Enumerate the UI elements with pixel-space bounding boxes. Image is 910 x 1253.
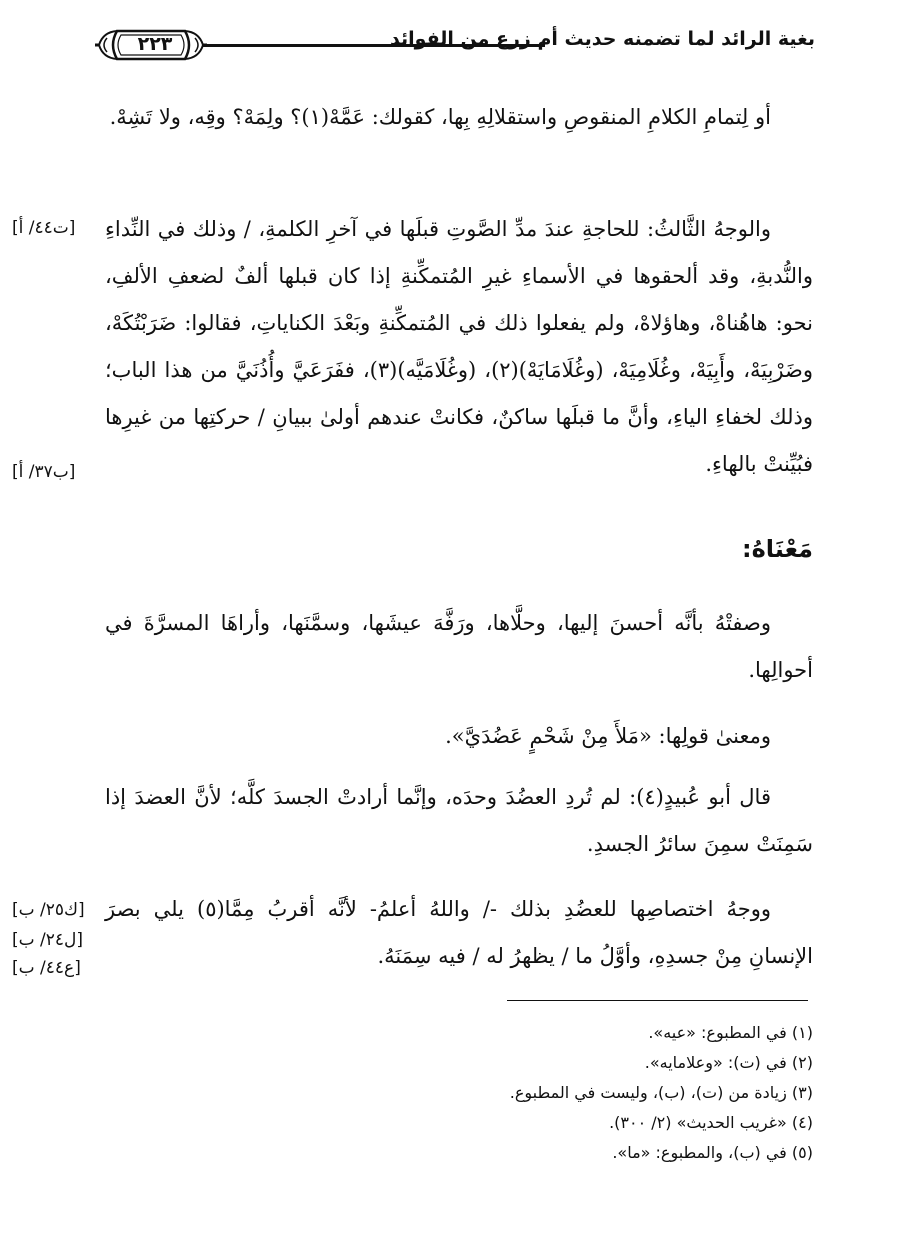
margin-note: [ع٤٤/ ب] bbox=[12, 958, 81, 978]
paragraph-6: ووجهُ اختصاصِها للعضُدِ بذلك -/ واللهُ أعلمُ- لأنَّه أقربُ مِمَّا(٥) يلي بصرَ الإنسانِ مِنْ جسدِهِ، وأوَّلُ ما / يظهرُ له / فيه سِمَنَهُ. bbox=[105, 897, 813, 968]
paragraph-2: والوجهُ الثَّالثُ: للحاجةِ عندَ مدِّ الصَّوتِ قبلَها في آخرِ الكلمةِ، / وذلك في النِّداءِ والنُّدبةِ، وقد ألحقوها في الأسماءِ غيرِ المُتمكِّنةِ إذا كان قبلها ألفٌ لضعفِ الألفِ، نحو: هاهُناهْ، وهاؤلاهْ، ولم يفعلوا ذلك في المُتمكِّنةِ وبَعْدَ الكناياتِ، فقالوا: ضَرَبْتُكَهْ، وضَرْبِيَهْ، وأَبِيَهْ، وغُلَامِيَهْ، (وغُلَامَايَهْ)(٢)، (وغُلَامَيَّه)(٣)، ففَرَعَيَّ وأُذُنَيَّ من هذا الباب؛ وذلك لخفاءِ الياءِ، وأنَّ ما قبلَها ساكنٌ، فكانتْ عندهم أولىٰ ببيانِ / حركتِها من غيرِها فبُيِّنتْ بالهاءِ. bbox=[105, 217, 813, 476]
margin-note: [ت٤٤/ أ] bbox=[12, 218, 76, 238]
running-title: بغية الرائد لما تضمنه حديث أم زرع من الفوائد bbox=[390, 28, 815, 50]
margin-note: [ل٢٤/ ب] bbox=[12, 930, 84, 950]
paragraph-1: أو لِتمامِ الكلامِ المنقوصِ واستقلالِهِ بِها، كقولك: عَمَّهْ(١)؟ ولِمَهْ؟ وقِه، ولا تَشِهْ. bbox=[109, 105, 771, 129]
header-rule bbox=[203, 44, 545, 47]
paragraph-5: قال أبو عُبيدٍ(٤): لم تُردِ العضُدَ وحدَه، وإنَّما أرادتْ الجسدَ كلَّه؛ لأنَّ العضدَ إذا سَمِنَتْ سمِنَ سائرُ الجسدِ. bbox=[105, 785, 813, 856]
footnote: (٤) «غريب الحديث» (٢/ ٣٠٠). bbox=[609, 1113, 813, 1132]
page-number: ٢٢٣ bbox=[137, 33, 173, 55]
paragraph-4: ومعنىٰ قولِها: «مَلأَ مِنْ شَحْمٍ عَضُدَيَّ». bbox=[445, 724, 771, 748]
section-heading: مَعْنَاهُ: bbox=[742, 535, 813, 563]
margin-note: [ك٢٥/ ب] bbox=[12, 900, 85, 920]
footnote: (٥) في (ب)، والمطبوع: «ما». bbox=[612, 1143, 813, 1162]
footnote: (١) في المطبوع: «عيه». bbox=[648, 1023, 813, 1042]
page-header bbox=[95, 24, 815, 74]
footnote: (٢) في (ت): «وعلامايه». bbox=[644, 1053, 813, 1072]
footnotes bbox=[510, 1018, 813, 1168]
margin-note: [ب٣٧/ أ] bbox=[12, 462, 76, 482]
footnote-separator bbox=[507, 1000, 808, 1001]
paragraph-3: وصفتْهُ بأنَّه أحسنَ إليها، وحلَّاها، ورَفَّهَ عيشَها، وسمَّنَها، وأراهَا المسرَّةَ في أحوالِها. bbox=[105, 611, 813, 682]
footnote: (٣) زيادة من (ت)، (ب)، وليست في المطبوع. bbox=[509, 1083, 813, 1102]
